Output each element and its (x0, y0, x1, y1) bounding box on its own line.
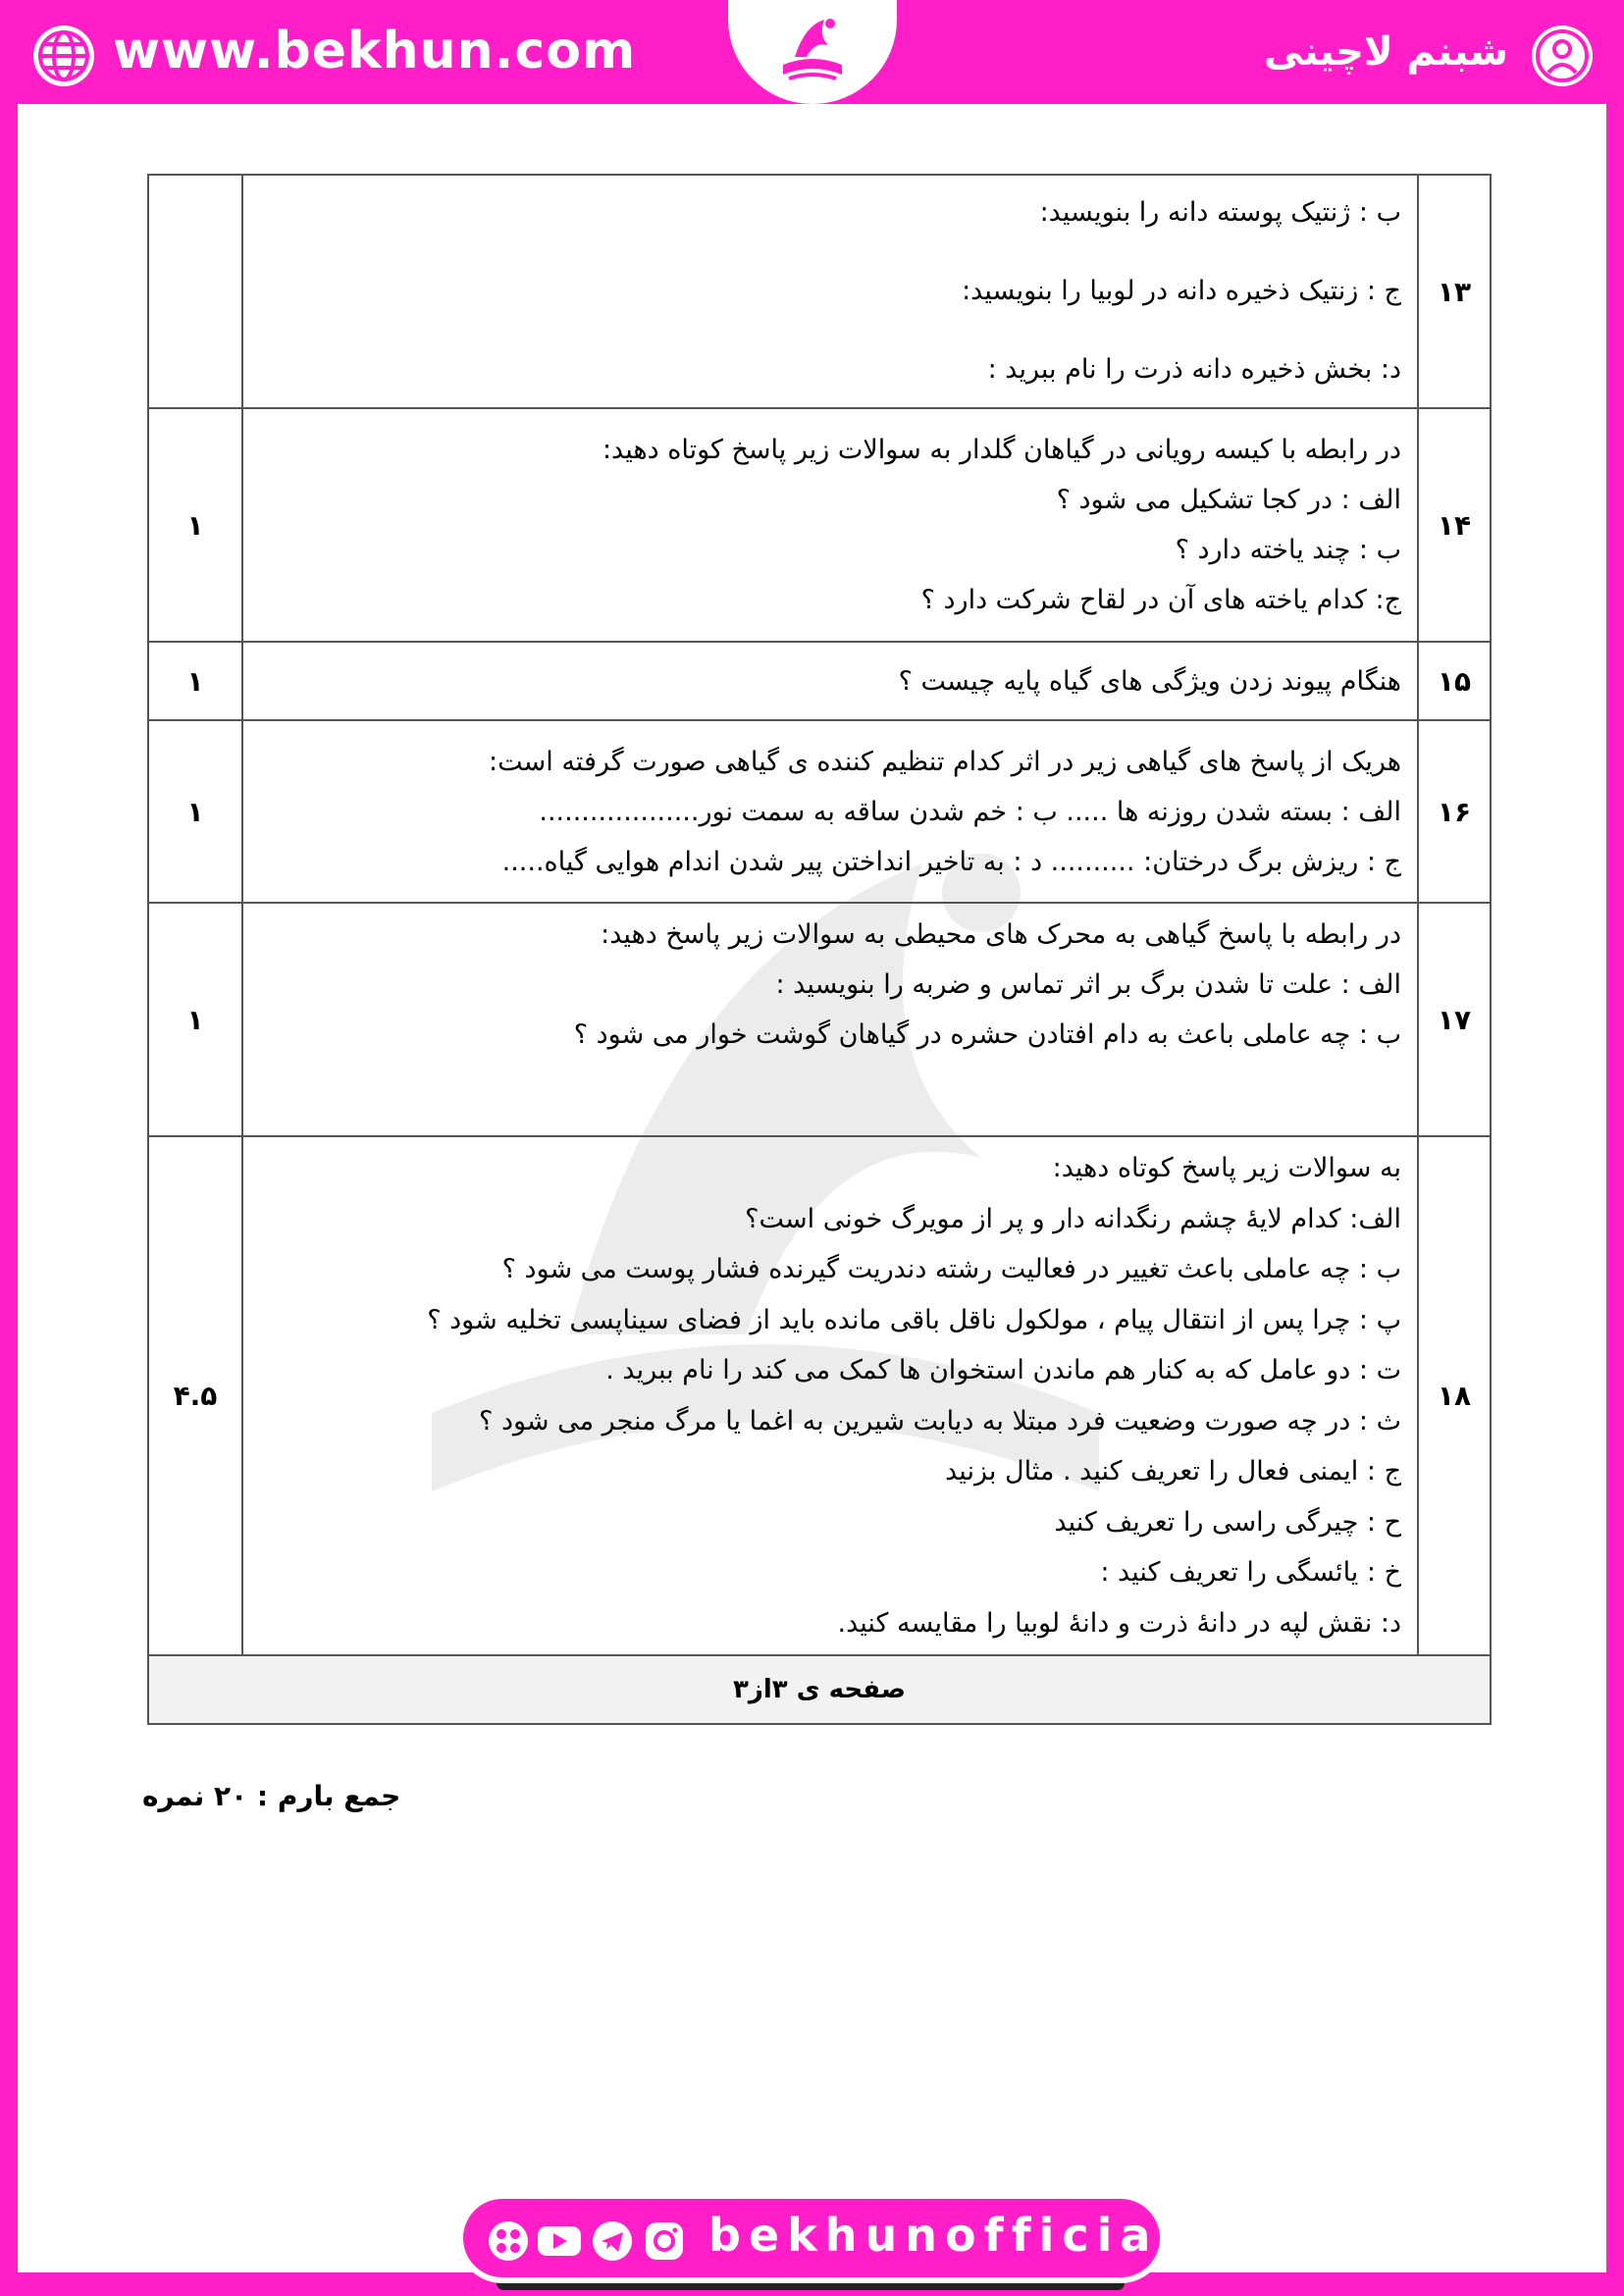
question-line: ج : ایمنی فعال را تعریف کنید . مثال بزنید (945, 1456, 1401, 1487)
question-line: ج : زنتیک ذخیره دانه در لوبیا را بنویسید: (962, 276, 1401, 306)
page-header (0, 0, 1624, 104)
question-number: ۱۳ (1418, 175, 1491, 408)
question-score (148, 175, 242, 408)
website-link[interactable]: www.bekhun.com (113, 22, 637, 80)
total-score: جمع بارم : ۲۰ نمره (142, 1780, 401, 1812)
question-row-14 (148, 408, 1491, 642)
question-line: پ : چرا پس از انتقال پیام ، مولکول ناقل باقی مانده باید از فضای سیناپسی تخلیه شود ؟ (427, 1304, 1401, 1335)
question-line: ج: کدام یاخته های آن در لقاح شرکت دارد ؟ (920, 585, 1401, 615)
question-line: خ : یائسگی را تعریف کنید : (1100, 1557, 1401, 1588)
question-score: ۱ (148, 408, 242, 642)
question-line: ت : دو عامل که به کنار هم ماندن استخوان ها کمک می کند را نام ببرید . (605, 1355, 1401, 1385)
question-line: ب : ژنتیک پوسته دانه را بنویسید: (1039, 197, 1401, 228)
question-line: هریک از پاسخ های گیاهی زیر در اثر کدام تنظیم کننده ی گیاهی صورت گرفته است: (489, 746, 1401, 777)
question-row-16 (148, 720, 1491, 903)
question-text (242, 175, 1418, 408)
question-line: به سوالات زیر پاسخ کوتاه دهید: (1052, 1153, 1401, 1183)
question-score: ۱ (148, 903, 242, 1136)
social-icons (485, 2217, 701, 2266)
question-line: ح : چیرگی راسی را تعریف کنید (1054, 1506, 1401, 1538)
question-row-13 (148, 175, 1491, 408)
question-number: ۱۸ (1418, 1136, 1491, 1655)
telegram-icon[interactable] (593, 2221, 632, 2261)
question-line: ث : در چه صورت وضعیت فرد مبتلا به دیابت شیرین به اغما یا مرگ منجر می شود ؟ (479, 1405, 1401, 1436)
question-line: الف : در کجا تشکیل می شود ؟ (1056, 485, 1401, 515)
question-line: در رابطه با پاسخ گیاهی به محرک های محیطی به سوالات زیر پاسخ دهید: (601, 919, 1401, 950)
question-line: ب : چه عاملی باعث به دام افتادن حشره در گیاهان گوشت خوار می شود ؟ (573, 1019, 1401, 1050)
question-text (242, 1136, 1418, 1655)
question-text (242, 903, 1418, 1136)
question-line: هنگام پیوند زدن ویژگی های گیاه پایه چیست ؟ (898, 665, 1401, 697)
social-footer (457, 2193, 1182, 2283)
question-line: د: نقش لپه در دانهٔ ذرت و دانهٔ لوبیا را مقایسه کنید. (837, 1607, 1401, 1639)
question-number: ۱۶ (1418, 720, 1491, 903)
question-number: ۱۵ (1418, 642, 1491, 720)
question-line: ج : ریزش برگ درختان: .......... د : به تاخیر انداختن پیر شدن اندام هوایی گیاه..... (501, 846, 1401, 877)
youtube-icon[interactable] (538, 2226, 581, 2256)
question-number: ۱۷ (1418, 903, 1491, 1136)
aparat-icon[interactable] (489, 2221, 528, 2261)
instagram-icon[interactable] (646, 2222, 683, 2260)
exam-questions-table (147, 174, 1492, 1725)
book-logo-icon (765, 6, 860, 96)
question-row-18 (148, 1136, 1491, 1655)
question-line: در رابطه با کیسه رویانی در گیاهان گلدار به سوالات زیر پاسخ کوتاه دهید: (602, 435, 1401, 465)
question-number: ۱۴ (1418, 408, 1491, 642)
question-row-17 (148, 903, 1491, 1136)
question-score: ۴.۵ (148, 1136, 242, 1655)
question-score: ۱ (148, 642, 242, 720)
question-text (242, 408, 1418, 642)
question-line: الف : علت تا شدن برگ بر اثر تماس و ضربه را بنویسید : (775, 969, 1401, 1000)
social-handle[interactable]: bekhunofficial (708, 2209, 1182, 2262)
question-line: ب : چه عاملی باعث تغییر در فعالیت رشته دندریت گیرنده فشار پوست می شود ؟ (501, 1254, 1401, 1284)
question-score: ۱ (148, 720, 242, 903)
author-name: شبنم لاچینی (1263, 29, 1508, 75)
question-line: الف : بسته شدن روزنه ها ..... ب : خم شدن ساقه به سمت نور................... (539, 796, 1401, 827)
brand-logo (728, 0, 897, 104)
question-line: الف: کدام لایهٔ چشم رنگدانه دار و پر از مویرگ خونی است؟ (745, 1203, 1401, 1234)
question-line: ب : چند یاخته دارد ؟ (1175, 535, 1401, 565)
question-line: د: بخش ذخیره دانه ذرت را نام ببرید : (987, 354, 1401, 385)
question-text (242, 642, 1418, 720)
user-icon[interactable] (1528, 22, 1597, 90)
question-text (242, 720, 1418, 903)
question-row-15 (148, 642, 1491, 720)
globe-icon[interactable] (29, 22, 98, 90)
page-footer-row (148, 1655, 1491, 1724)
page-number: صفحه ی ۳از۳ (148, 1655, 1491, 1724)
